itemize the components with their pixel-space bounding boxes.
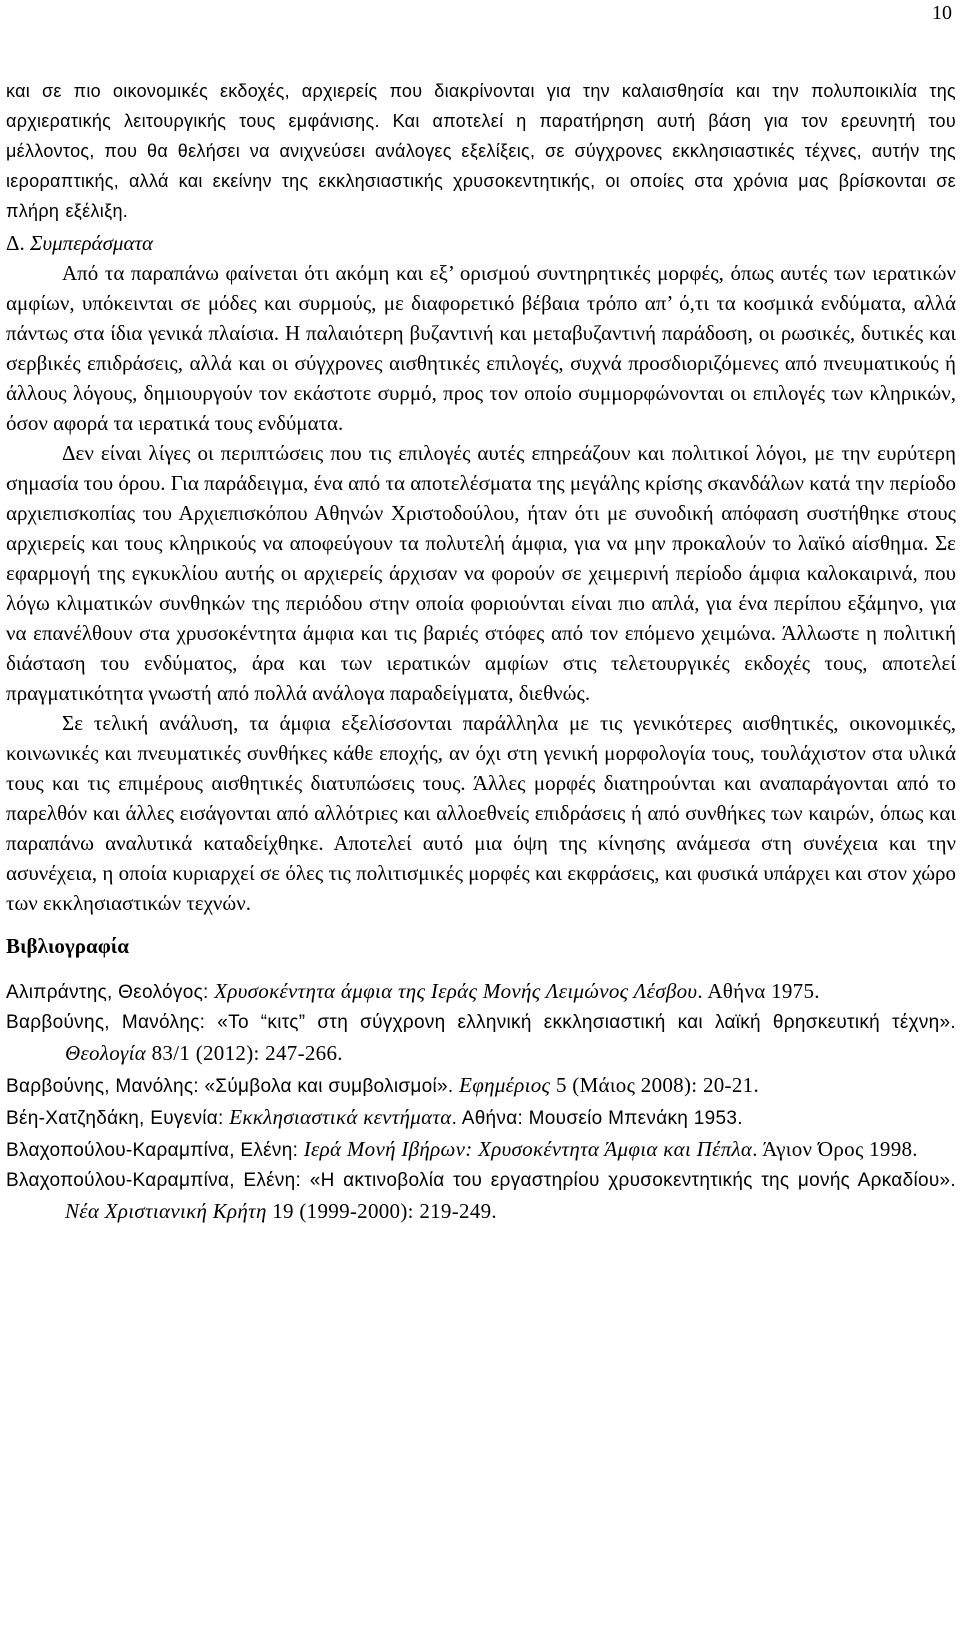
entry-author: Βλαχοπούλου-Καραμπίνα, Ελένη:	[6, 1170, 310, 1191]
entry-title: Εκκλησιαστικά κεντήματα	[229, 1105, 452, 1129]
section-title: Συμπεράσματα	[30, 231, 154, 255]
paragraph-1: Από τα παραπάνω φαίνεται ότι ακόμη και εξ’ ορισμού συντηρητικές μορφές, όπως αυτές των ιερατικών αμφίων, υπόκεινται σε μόδες και συρμούς, με διαφορετικό βέβαια τρόπο απ’ ό,τι τα κοσμικά ενδύματα, αλλά πάντως στα ίδια γενικά πλαίσια. Η παλαιότερη βυζαντινή και μεταβυζαντινή παράδοση, οι ρωσικές, δυτικές και σερβικές επιδράσεις, αλλά και οι σύγχρονες αισθητικές επιλογές, συχνά προσδιοριζόμενες από πνευματικούς ή άλλους λόγους, δημιουργούν τον εκάστοτε συρμό, προς τον οποίο συμμορφώνονται οι επιλογές των κληρικών, όσον αφορά τα ιερατικά τους ενδύματα.	[6, 261, 956, 435]
entry-title: Χρυσοκέντητα άμφια της Ιεράς Μονής Λειμώνος Λέσβου	[214, 979, 698, 1003]
section-heading	[6, 228, 956, 258]
bibliography-entry	[6, 1166, 956, 1228]
entry-publication: 5 (Μάιος 2008): 20-21.	[550, 1073, 759, 1097]
entry-publication: . Αθήνα 1975.	[697, 979, 820, 1003]
entry-author: Βέη-Χατζηδάκη, Ευγενία:	[6, 1108, 230, 1129]
paragraph-3: Σε τελική ανάλυση, τα άμφια εξελίσσονται παράλληλα με τις γενικότερες αισθητικές, οικονομικές, κοινωνικές και πνευματικές συνθήκες κάθε εποχής, αν όχι στη γενική μορφολογία τους, τουλάχιστον στα υλικά τους και τις επιμέρους αισθητικές διατυπώσεις τους. Άλλες μορφές διατηρούνται και αναπαράγονται από το παρελθόν και άλλες εισάγονται από αλλότριες και αλλοεθνείς επιδράσεις ή από συνθήκες των καιρών, όπως και παραπάνω αναλυτικά καταδείχθηκε. Αποτελεί αυτό μια όψη της κίνησης ανάμεσα στη συνέχεια και την ασυνέχεια, η οποία κυριαρχεί σε όλες τις πολιτισμικές μορφές και εκφράσεις, και φυσικά υπάρχει και στον χώρο των εκκλησιαστικών τεχνών.	[6, 711, 956, 915]
bibliography-list	[6, 976, 956, 1228]
entry-publication: . Άγιον Όρος 1998.	[752, 1137, 918, 1161]
entry-author: Βλαχοπούλου-Καραμπίνα, Ελένη:	[6, 1140, 304, 1161]
bibliography-entry	[6, 1134, 956, 1166]
entry-journal: Νέα Χριστιανική Κρήτη	[65, 1199, 267, 1223]
entry-article: «Σύμβολα και συμβολισμοί».	[204, 1076, 460, 1097]
entry-author: Βαρβούνης, Μανόλης:	[6, 1012, 218, 1033]
intro-paragraph: και σε πιο οικονομικές εκδοχές, αρχιερείς που διακρίνονται για την καλαισθησία και την πολυποικιλία της αρχιερατικής λειτουργικής τους εμφάνισης. Και αποτελεί η παρατήρηση αυτή βάση για τον ερευνητή του μέλλοντος, που θα θελήσει να ανιχνεύσει ανάλογες εξελίξεις, σε σύγχρονες εκκλησιαστικές τέχνες, αυτήν της ιεροραπτικής, αλλά και εκείνην της εκκλησιαστικής χρυσοκεντητικής, οι οποίες στα χρόνια μας βρίσκονται σε πλήρη εξέλιξη.	[6, 81, 956, 221]
bibliography-entry	[6, 976, 956, 1008]
entry-publication: 19 (1999-2000): 219-249.	[266, 1199, 497, 1223]
paragraph-2: Δεν είναι λίγες οι περιπτώσεις που τις επιλογές αυτές επηρεάζουν και πολιτικοί λόγοι, με την ευρύτερη σημασία του όρου. Για παράδειγμα, ένα από τα αποτελέσματα της μεγάλης κρίσης σκανδάλων κατά την περίοδο αρχιεπισκοπίας του Αρχιεπισκόπου Αθηνών Χριστοδούλου, ήταν ότι με συνοδική απόφαση συστήθηκε στους αρχιερείς και τους κληρικούς να αποφεύγουν τα πολυτελή άμφια, για να μην προκαλούν το λαϊκό αίσθημα. Σε εφαρμογή της εγκυκλίου αυτής οι αρχιερείς άρχισαν να φορούν σε χειμερινή περίοδο άμφια καλοκαιρινά, που λόγω κλιματικών συνθηκών της περιόδου στην οποία φοριούνται είναι πιο απλά, για ένα περίπου εξάμηνο, για να επανέλθουν στα χρυσοκέντητα άμφια και τις βαριές στόφες από τον επόμενο χειμώνα. Άλλωστε η πολιτική διάσταση του ενδύματος, άρα και των ιερατικών αμφίων στις τελετουργικές εκδοχές τους, αποτελεί πραγματικότητα γνωστή από πολλά ανάλογα παραδείγματα, διεθνώς.	[6, 441, 956, 705]
entry-journal: Εφημέριος	[459, 1073, 551, 1097]
entry-author: Βαρβούνης, Μανόλης:	[6, 1076, 205, 1097]
section-letter: Δ.	[6, 231, 25, 255]
page-number: 10	[932, 2, 952, 24]
bibliography-entry	[6, 1008, 956, 1070]
entry-publication: 83/1 (2012): 247-266.	[146, 1041, 343, 1065]
bibliography-entry	[6, 1102, 956, 1134]
document-body	[6, 76, 956, 1228]
entry-article: «Το “κιτς” στη σύγχρονη ελληνική εκκλησιαστική και λαϊκή θρησκευτική τέχνη».	[217, 1012, 956, 1033]
entry-journal: Θεολογία	[65, 1041, 147, 1065]
entry-publication: . Αθήνα: Μουσείο Μπενάκη 1953.	[451, 1108, 743, 1129]
bibliography-title: Βιβλιογραφία	[6, 934, 130, 958]
entry-article: «Η ακτινοβολία του εργαστηρίου χρυσοκεντητικής της μονής Αρκαδίου».	[309, 1170, 956, 1191]
entry-author: Αλιπράντης, Θεολόγος:	[6, 982, 215, 1003]
bibliography-entry	[6, 1070, 956, 1102]
entry-title: Ιερά Μονή Ιβήρων: Χρυσοκέντητα Άμφια και Πέπλα	[303, 1137, 753, 1161]
